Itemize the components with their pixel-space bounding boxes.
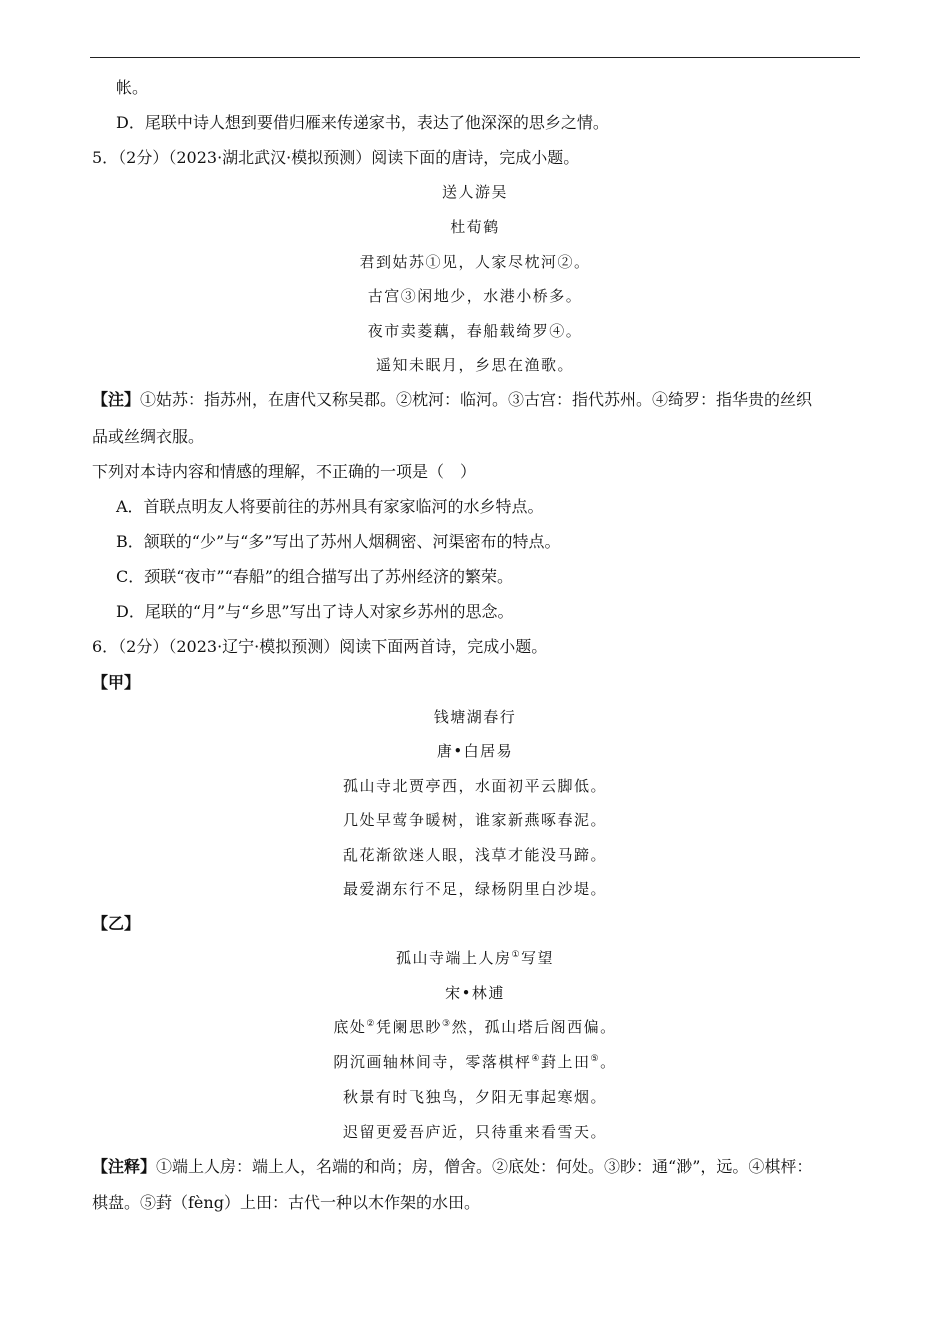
q5-note-text: ①姑苏：指苏州，在唐代又称吴郡。②枕河：临河。③古宫：指代苏州。④绮罗：指华贵的丝织: [140, 390, 813, 409]
q6-jia-line-3: 乱花渐欲迷人眼，浅草才能没马蹄。: [342, 846, 607, 864]
q5-note-line-2: 品或丝绸衣服。: [92, 427, 205, 446]
q6-yi-title: [90, 947, 860, 969]
q5-option-c: C．颈联“夜市”“春船”的组合描写出了苏州经济的繁荣。: [116, 567, 513, 586]
q5-note-line-1: [92, 389, 860, 411]
q6-yi-l2-a: 阴沉画轴林间寺，零落棋枰: [333, 1053, 532, 1071]
q6-jia-line-1: 孤山寺北贾亭西，水面初平云脚低。: [342, 777, 607, 795]
q6-jia-title: 钱塘湖春行: [433, 708, 517, 726]
q6-yi-line-4: 迟留更爱吾庐近，只待重来看雪天。: [342, 1123, 607, 1141]
q6-yi-l1-b: 凭阑思眇: [375, 1018, 442, 1036]
top-fragment: 帐。: [116, 78, 149, 97]
q5-note-label: 【注】: [92, 390, 141, 409]
q6-jia-line-4: 最爱湖东行不足，绿杨阴里白沙堤。: [342, 880, 607, 898]
q4-option-d: D．尾联中诗人想到要借归雁来传递家书，表达了他深深的思乡之情。: [116, 113, 609, 132]
q6-yi-l1-a: 底处: [333, 1018, 367, 1036]
q5-stem: 下列对本诗内容和情感的理解，不正确的一项是（ ）: [92, 462, 477, 481]
q6-header: 6．（2分）（2023·辽宁·模拟预测）阅读下面两首诗，完成小题。: [92, 637, 548, 656]
q5-poem-line-3: 夜市卖菱藕，春船载绮罗④。: [367, 322, 583, 340]
q6-jia-author: 唐•白居易: [436, 742, 514, 760]
q5-poem-line-1: 君到姑苏①见，人家尽枕河②。: [359, 253, 591, 271]
q6-jia-line-2: 几处早莺争暖树，谁家新燕啄春泥。: [342, 811, 607, 829]
q5-poem-author: 杜荀鹤: [450, 218, 500, 236]
q6-yi-l1-note-3: ③: [442, 1019, 452, 1029]
q5-poem-title: 送人游吴: [441, 183, 508, 201]
q6-yi-l1-c: 然，孤山塔后阁西偏。: [451, 1018, 617, 1036]
q6-jia-label: 【甲】: [92, 673, 141, 692]
q6-note-label: 【注释】: [92, 1157, 157, 1176]
q6-yi-label: 【乙】: [92, 914, 141, 933]
q6-note-text: ①端上人房：端上人，名端的和尚；房，僧舍。②底处：何处。③眇：通“渺”，远。④棋枰：: [156, 1157, 813, 1176]
q6-yi-l2-note-5: ⑤: [590, 1054, 601, 1064]
q6-yi-title-note: ①: [511, 950, 522, 960]
q6-yi-title-b: 写望: [521, 949, 555, 967]
q5-option-b: B．颔联的“少”与“多”写出了苏州人烟稠密、河渠密布的特点。: [116, 532, 561, 551]
q6-yi-l1-note-2: ②: [366, 1019, 376, 1029]
q6-note-line-2: 棋盘。⑤葑（fèng）上田：古代一种以木作架的水田。: [92, 1193, 480, 1212]
q6-yi-author: 宋•林逋: [445, 984, 505, 1002]
q5-header: 5．（2分）（2023·湖北武汉·模拟预测）阅读下面的唐诗，完成小题。: [92, 148, 580, 167]
q5-option-a: A．首联点明友人将要前往的苏州具有家家临河的水乡特点。: [116, 497, 544, 516]
q6-yi-line-3: 秋景有时飞独鸟，夕阳无事起寒烟。: [342, 1088, 607, 1106]
q5-option-d: D．尾联的“月”与“乡思”写出了诗人对家乡苏州的思念。: [116, 602, 514, 621]
header-rule: [90, 57, 860, 58]
q6-note-line-1: [92, 1156, 860, 1178]
q6-yi-line-1: [90, 1016, 860, 1038]
q6-yi-title-a: 孤山寺端上人房: [395, 949, 512, 967]
q6-yi-l2-b: 葑上田: [540, 1053, 591, 1071]
q6-yi-l2-note-4: ④: [531, 1054, 541, 1064]
q5-poem-line-2: 古宫③闲地少，水港小桥多。: [367, 287, 583, 305]
q6-yi-l2-c: 。: [600, 1053, 617, 1071]
q6-yi-line-2: [90, 1051, 860, 1073]
q5-poem-line-4: 遥知未眠月，乡思在渔歌。: [375, 356, 574, 374]
